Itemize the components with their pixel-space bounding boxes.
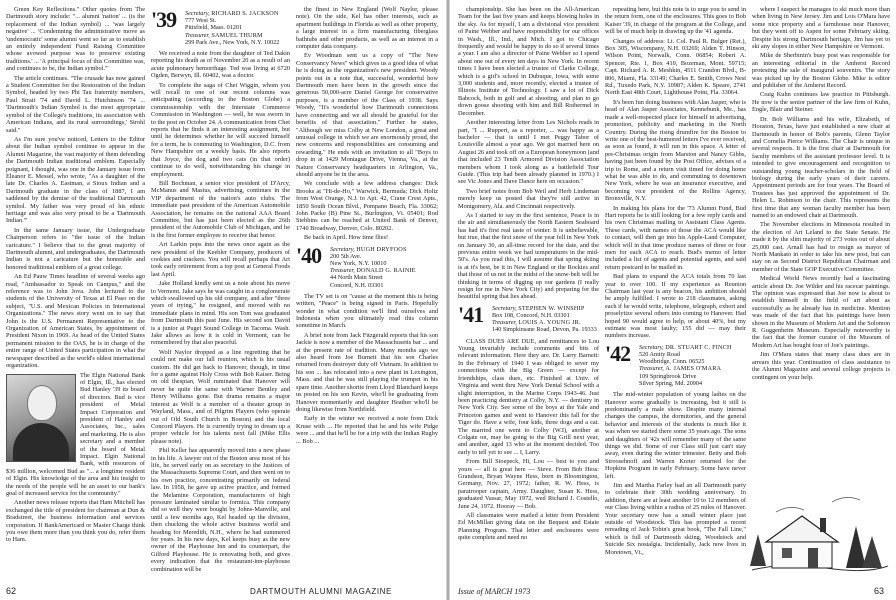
photo-caption: The Elgin National Bank of Elgin, Ill., has elected Bud Hanley '39 its board of directors. Bud is vice president of Metal Impact Corporation and president of Hanley and Associates, Inc., sales and marketing. He is also secretary and a member of the board of Metal Impact. Elgin National Bank, with resources of $36 million, welcomed Bud as "... a longtime resident of Elgin. His knowledge of the area and his insight to the needs of the people will be an asset to our bank's goal of increased service for the community."	[6, 371, 145, 497]
treasurer-name: LOUIS A. YOUNG JR.	[518, 319, 581, 327]
class-officers	[492, 305, 597, 334]
portrait-suit	[13, 423, 69, 461]
article-paragraph: Bud plans to expand the ACA totals from 70 last year to over 100. If my experience as Reunion Chairman last year is any beacon, his ambition should be amply fulfilled. I wrote to 218 classmates, asking each if he would write, telephone, telegraph, exhort and proselytize several others into coming to Hanover. Had hoped 90 would agree to help, or about 40%, but my estimate was most faulty; 155 did — may their numbers increase.	[605, 273, 746, 340]
article-paragraph: Green Key Reflections." Other quotes from The Dartmouth story include: "... alumni 'nation' ... (is the replacement of the Indian symbol) ... 'was largely negative' ... 'Condemning the administrative move as 'undemocratic' some alumni went so far as to establish an entirely independent Fund Raising Committee whose avowed purpose was to preserve existing traditions.' ... 'A principal focus of this Committee was, and continues to be, the Indian symbol.'"	[6, 6, 145, 73]
article-paragraph: Medical World News recently had a fascinating article about Dr. Joe Wilder and his racecar paintings. The opinion was expressed that Joe now is about to establish himself in the field of art about as successfully as he already has in medicine. Mention was made of the fact that his paintings have been shown in the Museum of Modern Art and the Solomon R. Guggenheim Museum. Especially noteworthy is the fact that the former curator of the Museum of Modern Art has bought four of Joe's paintings.	[752, 275, 890, 349]
treasurer-name: SAMUEL THURM	[211, 31, 263, 39]
article-paragraph: From Bill Stoepeck, Hi, Lou — best to you and yours — all is great here — Steve. From Bob Hess: Grandson, Bryan Wayne Hess, born in Bloomington, Germany, Nov. 27, 1972; father, R. W. Hess, is paratrooper captain, Army. Daughter, Susan K. Hess, graduated Vassar, May 1972, wed Richard J. Costello, June 24, 1972. Hooray — Bob.	[458, 458, 599, 510]
left-footer	[6, 586, 16, 596]
article-paragraph: Jake Holland kindly sent us a note about his move to Vermont. Jake says he was caught in a conglomerate which swallowed up his old company, and after "three years of trying," he resigned, and moved with no immediate plans in mind. His son Tom was graduated from Dartmouth this past June. His second son David is a junior at Puget Sound College in Tacoma. Wash. Jake allows as how it is cold in Vermont, can be remembered by that also peaceful.	[151, 280, 290, 347]
class-officers	[330, 246, 416, 289]
treasurer-address: 109 Springbrook Drive	[639, 372, 697, 380]
secretary-city: New York, N.Y. 10010	[330, 260, 387, 267]
article-paragraph: Be back in April. How time flies!	[304, 234, 389, 242]
treasurer-name: A. JAMES O'MARA	[665, 365, 722, 373]
secretary-city: Pittsfield, Mass. 01201	[185, 24, 243, 32]
article-paragraph: Jim and Martha Farley had an all Dartmouth party to celebrate their 30th wedding anniversary. In addition, there are at least another 10 to 12 members of our Class living within a radius of 25 miles of Hanover. Your secretary now has a small winter place just outside of Woodstock. This has prompted a recent rereading of Jack Tobin's great book, "The Fall Line," which is full of Dartmouth skiing, Woodstock and Suicide Six nostalgia. Incidentally, Jack now lives in Moretown, Vt.,	[605, 481, 746, 556]
treasurer-city: Silver Spring, Md. 20904	[639, 379, 703, 387]
class-officers	[639, 344, 732, 387]
article-paragraph: championship. She has been on the All-American Team for the last five years and keeps blowing holes in the sky. As for myself, I am a divisional vice president of Paine Webber and have responsibility for our offices in Wash., Ill., Ind., and Mich. I got to Chicago frequently and would be happy to do so if several times a year. I am also a director of Paine Webber so I spend about one out of every ten days in New York. In recent times I have been elected a trustee of Clarke College, which is a girl's school in Dubuque, Iowa, with some 3,000 students and, more recently, elected a trustee of Illinois Institute of Technology. I saw a lot of Dick Babcock, both in golf and at shooting, and plan to go down goose shooting with him and Bill Rothermel in December.	[458, 6, 599, 117]
article-paragraph: Craig Kuhn continues law practice in Pittsburgh. He now is the senior partner of the law firm of Kuhn, Engle, Blair and Steiner.	[752, 91, 890, 114]
left-column-3	[296, 6, 438, 571]
treasurer-address: 44 North Main Street	[330, 274, 383, 282]
page-number: 62	[6, 586, 17, 596]
right-column-1	[458, 6, 599, 571]
issue-footer	[458, 587, 530, 596]
secretary-address: Box 108, Concord, N.H. 03301	[492, 312, 570, 320]
role-label: Treasurer,	[492, 319, 517, 327]
left-page	[0, 0, 446, 600]
secretary-address: 777 West St.	[185, 17, 217, 25]
article-paragraph: The November elections in Minnesota resulted in the election of Art Leland to the State Senate. He made it by the slim majority of 273 votes out of about 25,000 cast. Arnall has had to resign as mayor of North Mankato in order to take his new post, but can stay on as Second District Republican Chairman and member of the State GOP Executive Committee.	[752, 221, 890, 273]
article-paragraph: Dr. Bob Williams and his wife, Elizabeth, of Houston, Texas, have just established a new chair at Dartmouth in honor of Bob's parents, Glenn Taylor and Cornelia Pierce Williams. The Chair is unique in several respects. It is the first chair at Dartmouth for faculty members of the assistant professor level. It is intended to give encouragement and recognition to outstanding young teacher-scholars in the field of biology during the early years of their careers. Appointment periods are for four years. The Board of Trustees has just approved the appointment of Dr. Helen L. Robinson to the chair. This represents the first time that any woman faculty member has been named to an endowed chair at Dartmouth.	[752, 115, 890, 219]
publication-name: DARTMOUTH ALUMNI MAGAZINE	[250, 587, 392, 596]
article-paragraph: It's been fun doing business with Alan Jasper, who is head of Alan Jasper Associates, Kennebunk, Me., has made a well-respected place for himself in advertising, promotion, publicity and marketing in the North Country. During the rising drumfire for the Boston to write one of the best-humored letters I've ever received, as soon as found, it will run in this space. A letter of pre-Christmas origin from Marston and Nancy Gibbs, having just been found by the Post Office, advises of a trip to Rome, and a return visit timed for doing home what he was able to do, and commuting to downtown New York, where he was an insurance executive, and becoming vice president of the Rollins Agency, Bronxville, N.Y.	[605, 98, 746, 203]
article-paragraph: Changes of address: Lt. Col. Paul R. Bulger (Ret.), Box 305, Wiscompany, N.H. 03269; Alden T. Hinson, Wilson Point, Norwalk, Conn. 06854; Robert A. Spencer, Rte. 1, Box 410, Bozeman, Mont. 59715; Capt. Richard A. R. Meshkin, 4511 Crandon Blvd., B-806, Miami, Fla. 33149; Charles E. Smith, Crows Nest Rd., Tuxedo Park, N.Y. 10987; Alden K. Speare, 2741 North East 48th Court, Lighthouse Point, Fla. 33064.	[605, 37, 746, 97]
article-paragraph: The mid-winter population of young ladies on the Hanover scene gradually is increasing, but it still is predominantly a male show. Despite many internal changes the campus, the dormitories, and the general behavior and interests of the students is much like it was when we started there some 35 years ago. The sons and daughters of '42s will remember many of the same things we did. Some of our Class still just can't stay away, even during the winter trimester. Betty and Bob Stroosehnoff and Warren Kreter returned for the Hopkins Program in early February. Some have never left.	[605, 391, 746, 480]
article-paragraph: The article continues. "The crusade has now gained a Student Committee for the Restoration of the Indian Symbol, headed by two Phi Tau fraternity members, Paul Strait '74 and David L. Hutchinson '74 ... 'Dartmouth's Indian Symbol is the most appropriate symbol of the College's traditions, its association with American Indians, and its rural surroundings,' Strohl said."	[6, 74, 145, 134]
treasurer-name: DONALD G. RAINIE	[356, 267, 416, 275]
right-footer	[874, 586, 884, 596]
winter-house-sketch	[746, 482, 892, 578]
article-paragraph: All classmates were mailed a letter from President Ed McMillan giving data on the Bequest and Estate Planning Program. That letter and enclosures were quite complete and need no	[458, 512, 599, 542]
page-number: 63	[874, 586, 885, 596]
article-paragraph: As I'm sure you've noticed, Letters to the Editor about the Indian symbol continue to appear in the Alumni Magazine, the vast majority of them defending the Dartmouth Indian traditional emblem. Especially poignant, I thought, was one in the January issue from Eleanor E. Messel, who wrote, "As a daughter of the late Dr. Charles A. Eastman, a Sioux Indian and a Dartmouth graduate in the class of 1887, I am saddened by the demise of the traditional Dartmouth symbol. My father was very proud of his ethnic heritage and was also very proud to be a 'Dartmouth Indian.'"	[6, 135, 145, 225]
portrait-photo	[6, 374, 76, 462]
article-paragraph: Wolf Naylor dropped as a line regretting that he could not make our fall reunion, which is his usual custom. He did get back to Hanover, though, in time for a game against Holy Cross with Bob Kaiser. Being on old thespian, Wolf ruminated that Hanover will never be quite the same with Warner Bentley and Henry Williams gone. But drama remains a major interest as Wolf is a member of a theater group in Wayland, Mass., and of Pilgrim Players (who operate out of Old South Church in Boston) and the local Concord Players. He is currently trying to dream up a proper vehicle for his talents next fall (Mike Ellis please note).	[151, 348, 290, 445]
article-paragraph: Jim O'Mara states that many class dues are in arrears this year. Continuation of class assistance to the Alumni Magazine and several college projects is contingent on your help.	[752, 351, 890, 381]
article-paragraph: A brief note from Jack Fitzgerald reports that his son Jackie is now a member of the Massachusetts bar ... and at the present rate of tradition. Many months ago we also heard from Joe Burnett that his son Charles returned from destroyer duty off Vietnam. In addition to his son ... has relocated into a new plant in Lexington, Mass. and that he was still playing the trumpet in his spare time. Another shortie from Lloyd Blanchard keeps us posted on his son Kevin, who'll be graduating from Hanover momentarily and daughter Heather who'll be doing likewise from Northfield.	[296, 331, 438, 413]
role-label: Treasurer,	[185, 31, 210, 39]
article-paragraph: We received a note from the daughter of Ted Dakin reporting his death as of November 20 as a result of an acute pulmonary hemorrhage. Ted was living at 6720 Ogden, Berwyn, Ill. 60402, was a doctor.	[151, 50, 290, 80]
article-paragraph: Art Larkin pops into the news once again as the new president of the Keebler Company, producers of cookies and crackers. You will recall perhaps that Art took early retirement from a top post at General Foods last April.	[151, 241, 290, 278]
article-paragraph: the finest in New England (Wolf Naylor, please note). On the side, Kel has other interests, such as apartment buildings in Florida as well as other property, a large interest in a firm manufacturing fiberglass bathtubs and other products, as well as an interest in a computer data company.	[296, 6, 438, 51]
article-paragraph: Early in the winter we received a note from Dick Kruse with ... He reported that he and his wife Pidge were ... and that he'll be for a trip with the Indian Rugby ... Bob ...	[296, 415, 438, 445]
article-paragraph: Mike de Sherbinin's busy post was responsible for an interesting editorial in the Amherst Record protesting the sale of inaugural souvenirs. The story was picked up by the Boston Globe. Mike is editor and publisher of the Amherst Record.	[752, 52, 890, 90]
portrait-head	[27, 385, 57, 421]
left-column-2	[151, 6, 290, 571]
class-numeral: '40	[296, 242, 322, 268]
right-column-2	[605, 6, 746, 571]
publication-footer	[250, 587, 392, 596]
article-paragraph: As I started to say in the first sentence, Peace is in the air and simultaneously the North Eastern Seaboard has had it's first real taste of winter. It is unbelievable, but true, that the first snow of the year fell in New York on January 30, an all-time record for the date, and the previous entire week we had temperatures in the mid-50's. As you read this, I will assume that spring skiing is at it's best, be it in New England or the Rockies and that those of us not in the midst of the snow-belt will be thinking in terms of digging up our gardens (I really resign for me in New York City) and preparing for the beautiful spring that lies ahead.	[458, 211, 599, 301]
role-label: Treasurer,	[639, 365, 664, 373]
article-paragraph: Phil Keller has apparently moved into a new phase in his life. A lawyer out of the Boston area most of his life, he served early on as secretary to the Justices of the Massachusetts Supreme Court, and then went on to his own practice, concentrating primarily on federal law. In 1958, he gave up active practice, and formed the Melamine Corporation, manufacturers of high pressure laminated similar to formica. This company did so well they were bought by Johns-Manville, and until a few months ago, Kel headed up the division, then chucking the whole active business world and heading for Meredith, N.H., where he had summered for years. In his new days, Kel keeps busy as the new owner of the Playhouse Inn and its counterpart, the Gilford Playhouse. He is renovating both, and gives every indication that the restaurant-inn-playhouse combination will be	[151, 447, 290, 571]
article-paragraph: In making his plans for the '73 Alumni Fund, Bud Hart reports he is still looking for a few reply cards and his own Christmas mailing to Assistant Class Agents. These cards, with names of those the ACA would like to contact, will then go into his Apple-Land Computer, which will in that time produce names of three or four men for each ACA to reach. Bud's memo of letter included a list of agents and potential agents, and said return postcard to be mailed in.	[605, 204, 746, 271]
secretary-name: HUGH DRYFOOS	[356, 245, 407, 253]
issue-date: Issue of MARCH 1973	[458, 587, 531, 596]
left-column-1	[6, 6, 145, 571]
secretary-name: DR. STUART C. FINCH	[665, 343, 732, 351]
treasurer-address: 140 Simpkinsane Road, Devon, Pa. 19333	[492, 326, 597, 334]
article-paragraph: We conclude with a few address changes: Dick Brooks at "Hi-de-Ho," Warwick, Bermuda; Dick Holtz from West Orange, N.J. to Apt. 42, Crane Crest Apts., 1850 South Ocean Blvd., Pompano Beach, Fla. 33062; John Packe (B) Pine St., Burlington, Vt. 05401; Rod Stebbins can be reached at United Bank of Denver, 1740 Broadway, Denver, Colo. 80202.	[296, 180, 438, 232]
article-paragraph: Ev Woodman sent us a copy of "The New Conservancy News" which gives us a good idea of what he is doing as the organization's new president. Woody points out in a note that, successful, wonderful how Dartmouth men have been in the growth since the generous 50,000-acre Daniel George for conservative purposes, is a member of the Class of 1938. Says Woody, "It's wonderful how Dartmouth connections have connecting and we all should be grateful for the benefits of that association." Further he states, "Although we miss Colby at New London, a great and unusual college in which we are enormously proud, the new concerns and responsibilities are consuming and rewarding." He ends with an invitation to all "Boys to drop in at 1429 Montague Drive, Vienna, Va., at the Nature Conservancy headquarters in Arlington, Va., should anyone be in the area.	[296, 52, 438, 178]
right-column-3	[752, 6, 890, 476]
article-paragraph: To complete the saga of Chet Wiggin, whom you will recall in one of our recent columns was anticipating (according to the Boston Globe) a commissionship with the Interstate Commerce Commission in Washington — well, he was sworn in to the post on October 24. A communication from Chet reports that he finds it an interesting assignment, but until he determines whether he will succeed himself for a term, he is commuting to Washington, D.C. from New Hampshire on a weekly basis. He also reports that Joyce, the dog and two cats (in that order) continue to do well, notwithstanding his change in employment.	[151, 81, 290, 178]
treasurer-address: 299 Park Ave., New York, N.Y. 10022	[185, 38, 280, 46]
role-label: Secretary,	[185, 10, 210, 17]
role-label: Secretary,	[492, 304, 517, 312]
class-header-1941	[458, 301, 599, 334]
role-label: Treasurer,	[330, 267, 355, 275]
article-paragraph: where I suspect he manages to ski much more than when living in New Jersey. Jim and Lois O'Mara have some nice property and a farmhouse near Hanover, but they went off to Aspen for some February skiing. Despite his strong Dartmouth heritage, Jim has yet to ski any slopes in either New Hampshire or Vermont.	[752, 6, 890, 51]
secretary-city: Woodbridge, Conn. 06525	[639, 358, 705, 366]
secretary-name: RICHARD S. JACKSON	[211, 10, 279, 17]
secretary-address: 520 Amity Road	[639, 351, 680, 359]
class-numeral: '42	[605, 340, 631, 366]
class-numeral: '41	[458, 301, 484, 327]
class-header-1939	[151, 7, 290, 46]
class-header-1942	[605, 340, 746, 387]
article-paragraph: In the same January issue, the Undergraduate Chairperson refers to "the issue of the Indian caricature." I believe that to the great majority of Dartmouth alumni, and undergraduates, the Dartmouth Indian is not a caricature but the honorable and honored traditional emblem of a great college.	[6, 226, 145, 271]
article-paragraph: Two brief notes from Bob Weil and Herb Lindeman merely keep us posted that they're still active in Montgomery, Ala. and Cincinnati respectively.	[458, 187, 599, 210]
role-label: Secretary,	[639, 343, 664, 351]
article-paragraph: Bill Bochman, a senior vice president of D'Arcy, McManus and Masius, advertising, continues in the VIP department of the nation's auto clubs. The immediate past president of the American Automobile Association, he remains on the national AAA Board Committee, but has just been elected as the 26th president of the Automobile Club of Michigan, and he is the first former employee to receive that honor.	[151, 179, 290, 239]
class-officers	[185, 10, 279, 46]
class-numeral: '39	[151, 7, 177, 32]
treasurer-city: Concord, N.H. 03301	[330, 281, 384, 289]
class-header-1940	[296, 242, 438, 289]
article-paragraph: CLASS DUES ARE DUE, and remittances to Lou Young invariably include comments and bits of relevant information. Here they are. Dr. Larry Barnett: In the February of 1940 I was obliged to sever my connections with the Big Green — except for friendships, class dues, etc. Finished at Univ. of Virginia and went thru New York Dental School with a slight interruption, in the Marine Corps 1943-46. Just been practicing dentistry at Colby, N.Y. — dentistry in New York City. See some of the boys at the Yale and Princeton games and went to Hanover this fall for the Tiger do. Have a wife, four kids, three dogs and a cat. The married one went to Colby (W.I), another at Colgate on, may be going to the Big Grill next year, and another, aged 13 who at the moment decided. Too early to tell yet to see ... I, Larry.	[458, 337, 599, 456]
article-paragraph: An Ed Pauw Times headline of several weeks ago read, "Ambassador to Speak on Campus," and the reference was to John Jova. John lectured to the students of the University of Texas at El Paso on the subject, "U.S. and Mexican Policies in International Organizations." The news story went on to say that John is the U.S. Permanent Representative to the Organization of American States, by appointment of President Nixon in 1969. As head of the United States permanent mission to the OAS, he is in charge of the entire range of United States participation in what the newspaper described as the world's oldest international organization.	[6, 273, 145, 370]
article-paragraph: Another news release reports that Ham Mitchell has exchanged the title of president for chairman at Dun & Bradstreet, the business information and services corporation. If BankAmericard or Master Charge think you owe them more than you think you do, refer them to Ham.	[6, 499, 145, 544]
article-paragraph: repeating here, but this note is to urge you to send in the return form, one of the enclosures. This goes to Bob Kaiser '39, in charge of the program at the College, and will be of much help in drawing up the '41 agenda.	[605, 6, 746, 36]
role-label: Secretary,	[330, 245, 355, 253]
secretary-name: STEPHEN W. WINSHIP	[518, 304, 585, 312]
secretary-address: 200 5th Ave.	[330, 252, 362, 260]
article-paragraph: The TV set is on "cause at the moment this is being written, "Peace" is being signed in Paris. Hopefully wonder in what condition we'll find ourselves and Indonesia when you ultimately read this column sometime in March.	[296, 292, 438, 330]
article-paragraph: Another interesting letter from Les Nichols reads in part, "I ... Ruppert, as a reporter, ... was happy as a bachelor — that is until I met Peggy Tabor of Louisville almost a year ago. We got married here on August 26 and took off on a European honeymoon (and that included 23 Tenth Armored Division Association members whom I took along as a battlefield Tour Guide. (This trip had been already planned in 1970.) I see Vic Jones and Dave Dance here on occasion."	[458, 119, 599, 186]
right-page	[450, 0, 896, 600]
